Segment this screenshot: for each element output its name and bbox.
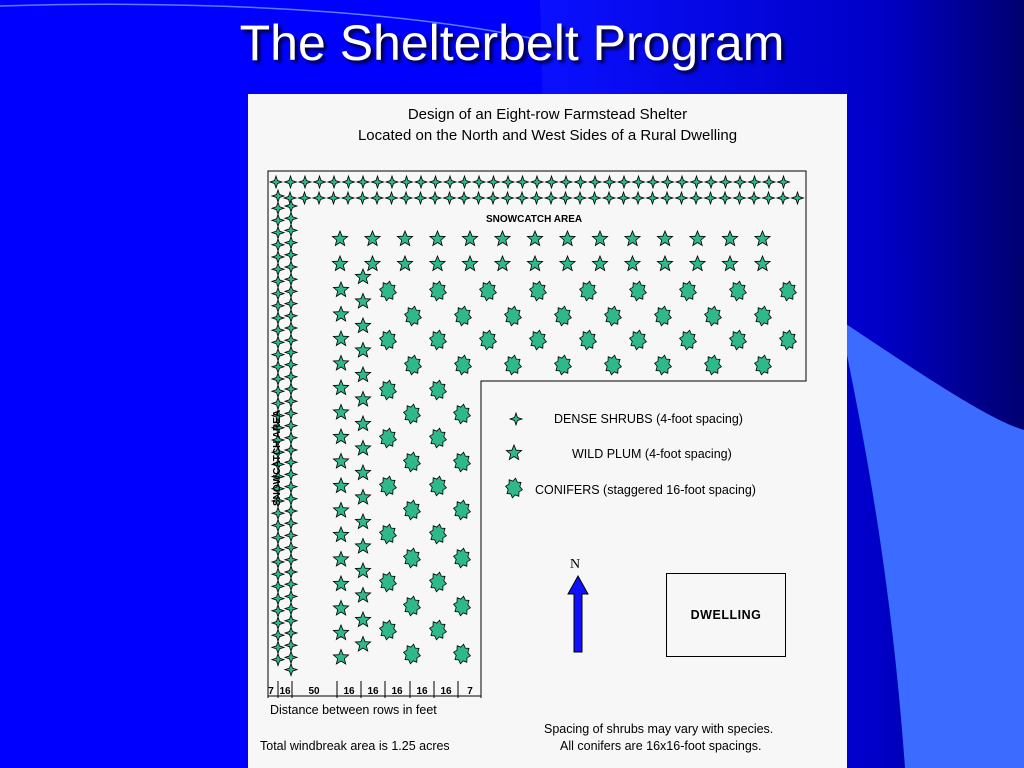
- conifer-icon: [405, 355, 422, 375]
- dense-shrub-icon: [272, 214, 284, 226]
- dense-shrub-icon: [285, 407, 297, 419]
- dense-shrub-icon: [272, 593, 284, 605]
- wild-plum-icon: [355, 416, 370, 431]
- wild-plum-icon: [355, 367, 370, 382]
- conifer-icon: [730, 281, 747, 301]
- dense-shrub-icon: [285, 200, 297, 212]
- conifer-icon: [655, 355, 672, 375]
- conifer-icon: [430, 330, 447, 350]
- dense-shrub-icon: [386, 192, 398, 204]
- dense-shrub-icon: [285, 298, 297, 310]
- conifer-icon: [430, 428, 447, 448]
- dense-shrub-icon: [632, 192, 644, 204]
- dense-shrub-icon: [285, 554, 297, 566]
- conifer-icon: [454, 596, 471, 616]
- wild-plum-icon: [355, 490, 370, 505]
- wild-plum-icon: [365, 231, 380, 246]
- dense-shrub-icon: [719, 192, 731, 204]
- dense-shrub-icon: [386, 176, 398, 188]
- legend-wild-plum-label: WILD PLUM (4-foot spacing): [572, 447, 732, 461]
- dense-shrub-icon: [734, 176, 746, 188]
- wild-plum-icon: [355, 318, 370, 333]
- dense-shrub-icon: [545, 192, 557, 204]
- dense-shrub-icon: [647, 192, 659, 204]
- dense-shrub-icon: [546, 176, 558, 188]
- dense-shrub-icon: [272, 544, 284, 556]
- dense-shrub-icon: [285, 542, 297, 554]
- conifer-icon: [404, 644, 421, 664]
- dense-shrub-icon: [473, 192, 485, 204]
- dense-shrub-icon: [285, 615, 297, 627]
- north-arrow-icon: [568, 576, 588, 652]
- conifer-icon: [555, 355, 572, 375]
- dense-shrub-icon: [763, 192, 775, 204]
- dense-shrub-icon: [285, 273, 297, 285]
- dense-shrub-icon: [285, 224, 297, 236]
- dense-shrub-icon: [357, 176, 369, 188]
- dense-shrub-icon: [272, 629, 284, 641]
- dense-shrub-icon: [272, 190, 284, 202]
- dense-shrub-icon: [272, 361, 284, 373]
- dense-shrub-icon: [734, 192, 746, 204]
- conifer-icon: [505, 355, 522, 375]
- conifer-icon: [506, 478, 523, 498]
- conifer-icon: [455, 306, 472, 326]
- dense-shrub-icon: [328, 176, 340, 188]
- dense-shrub-icon: [272, 568, 284, 580]
- dense-shrub-icon: [299, 176, 311, 188]
- dense-shrub-icon: [691, 176, 703, 188]
- wild-plum-icon: [355, 637, 370, 652]
- dense-shrub-icon: [299, 192, 311, 204]
- wild-plum-icon: [592, 231, 607, 246]
- conifer-icon: [404, 596, 421, 616]
- conifer-icon: [580, 281, 597, 301]
- dense-shrub-icon: [510, 413, 522, 425]
- wild-plum-icon: [722, 256, 737, 271]
- wild-plum-icon: [333, 282, 348, 297]
- conifer-icon: [630, 281, 647, 301]
- wild-plum-icon: [690, 256, 705, 271]
- note-line1: Spacing of shrubs may vary with species.: [544, 722, 774, 736]
- conifer-icon: [680, 281, 697, 301]
- wild-plum-icon: [560, 231, 575, 246]
- conifer-icon: [380, 524, 397, 544]
- conifer-icon: [380, 281, 397, 301]
- dense-shrub-icon: [487, 192, 499, 204]
- conifer-icon: [630, 330, 647, 350]
- conifer-icon: [380, 620, 397, 640]
- dense-shrub-icon: [285, 237, 297, 249]
- row-spacing-label: 7: [268, 686, 274, 697]
- distance-caption: Distance between rows in feet: [270, 703, 437, 717]
- dense-shrub-icon: [285, 249, 297, 261]
- dense-shrub-icon: [444, 192, 456, 204]
- wild-plum-icon: [690, 231, 705, 246]
- conifer-icon: [480, 330, 497, 350]
- dense-shrub-icon: [285, 456, 297, 468]
- dense-shrub-icon: [560, 176, 572, 188]
- wild-plum-icon: [333, 601, 348, 616]
- wild-plum-icon: [355, 539, 370, 554]
- conifer-icon: [380, 380, 397, 400]
- dense-shrub-icon: [575, 176, 587, 188]
- wild-plum-icon: [355, 514, 370, 529]
- dense-shrub-icon: [676, 176, 688, 188]
- dense-shrub-icon: [272, 227, 284, 239]
- wild-plum-icon: [365, 256, 380, 271]
- dense-shrub-icon: [285, 359, 297, 371]
- dense-shrub-icon: [400, 192, 412, 204]
- snowcatch-area-side-label: SNOWCATCH AREA: [272, 409, 283, 506]
- dense-shrub-icon: [272, 288, 284, 300]
- row-spacing-label: 16: [416, 686, 428, 697]
- wild-plum-icon: [527, 231, 542, 246]
- row-spacing-label: 7: [467, 686, 473, 697]
- wild-plum-icon: [355, 465, 370, 480]
- dense-shrub-icon: [285, 529, 297, 541]
- dense-shrub-icon: [285, 517, 297, 529]
- dense-shrub-icon: [705, 176, 717, 188]
- legend-dense-shrubs-label: DENSE SHRUBS (4-foot spacing): [554, 412, 743, 426]
- dense-shrub-icon: [285, 578, 297, 590]
- dense-shrub-icon: [272, 239, 284, 251]
- conifer-icon: [455, 355, 472, 375]
- conifer-icon: [454, 452, 471, 472]
- wild-plum-icon: [592, 256, 607, 271]
- dense-shrub-icon: [272, 263, 284, 275]
- dense-shrub-icon: [285, 432, 297, 444]
- conifer-icon: [404, 452, 421, 472]
- conifer-icon: [380, 572, 397, 592]
- north-label: N: [570, 557, 581, 572]
- dense-shrub-icon: [343, 176, 355, 188]
- wild-plum-icon: [355, 343, 370, 358]
- conifer-icon: [580, 330, 597, 350]
- conifer-icon: [404, 500, 421, 520]
- row-spacing-label: 16: [367, 686, 379, 697]
- dense-shrub-icon: [285, 346, 297, 358]
- dense-shrub-icon: [285, 639, 297, 651]
- dense-shrub-icon: [342, 192, 354, 204]
- dense-shrub-icon: [444, 176, 456, 188]
- wild-plum-icon: [333, 454, 348, 469]
- dense-shrub-icon: [749, 176, 761, 188]
- total-area-text: Total windbreak area is 1.25 acres: [260, 739, 450, 753]
- conifer-icon: [430, 476, 447, 496]
- wild-plum-icon: [332, 231, 347, 246]
- dwelling-box: DWELLING: [666, 573, 786, 657]
- conifer-icon: [404, 548, 421, 568]
- dense-shrub-icon: [272, 641, 284, 653]
- dense-shrub-icon: [502, 192, 514, 204]
- conifer-icon: [505, 306, 522, 326]
- wild-plum-icon: [430, 256, 445, 271]
- dense-shrub-icon: [272, 605, 284, 617]
- conifer-icon: [430, 524, 447, 544]
- conifer-icon: [605, 355, 622, 375]
- dense-shrub-icon: [574, 192, 586, 204]
- wild-plum-icon: [397, 256, 412, 271]
- dense-shrub-icon: [285, 371, 297, 383]
- conifer-icon: [680, 330, 697, 350]
- dense-shrub-icon: [473, 176, 485, 188]
- conifer-icon: [530, 330, 547, 350]
- conifer-icon: [405, 306, 422, 326]
- row-spacing-label: 16: [279, 686, 291, 697]
- dense-shrub-icon: [618, 176, 630, 188]
- dense-shrub-icon: [661, 192, 673, 204]
- dense-shrub-icon: [777, 192, 789, 204]
- row-spacing-label: 16: [391, 686, 403, 697]
- conifer-icon: [454, 548, 471, 568]
- dense-shrub-icon: [285, 468, 297, 480]
- dense-shrub-icon: [763, 176, 775, 188]
- shelterbelt-diagram: [248, 94, 847, 768]
- wild-plum-icon: [355, 441, 370, 456]
- wild-plum-icon: [755, 231, 770, 246]
- wild-plum-icon: [355, 392, 370, 407]
- dense-shrub-icon: [285, 420, 297, 432]
- dense-shrub-icon: [705, 192, 717, 204]
- dense-shrub-icon: [458, 192, 470, 204]
- note-line2: All conifers are 16x16-foot spacings.: [560, 739, 762, 753]
- wild-plum-icon: [462, 256, 477, 271]
- dense-shrub-icon: [313, 192, 325, 204]
- wild-plum-icon: [527, 256, 542, 271]
- dense-shrub-icon: [502, 176, 514, 188]
- conifer-icon: [755, 355, 772, 375]
- conifer-icon: [454, 404, 471, 424]
- wild-plum-icon: [495, 231, 510, 246]
- dense-shrub-icon: [357, 192, 369, 204]
- row-spacing-label: 16: [343, 686, 355, 697]
- dense-shrub-icon: [272, 251, 284, 263]
- conifer-icon: [705, 355, 722, 375]
- dense-shrub-icon: [285, 322, 297, 334]
- wild-plum-icon: [333, 650, 348, 665]
- dense-shrub-icon: [285, 285, 297, 297]
- dense-shrub-icon: [285, 590, 297, 602]
- dense-shrub-icon: [272, 519, 284, 531]
- dense-shrub-icon: [285, 505, 297, 517]
- dense-shrub-icon: [589, 176, 601, 188]
- dense-shrub-icon: [272, 507, 284, 519]
- dense-shrub-icon: [748, 192, 760, 204]
- conifer-icon: [430, 380, 447, 400]
- dense-shrub-icon: [488, 176, 500, 188]
- dense-shrub-icon: [603, 192, 615, 204]
- conifer-icon: [780, 281, 797, 301]
- dense-shrub-icon: [285, 395, 297, 407]
- wild-plum-icon: [430, 231, 445, 246]
- dense-shrub-icon: [285, 664, 297, 676]
- dense-shrub-icon: [285, 261, 297, 273]
- wild-plum-icon: [333, 576, 348, 591]
- dense-shrub-icon: [415, 176, 427, 188]
- wild-plum-icon: [355, 588, 370, 603]
- conifer-icon: [454, 500, 471, 520]
- dense-shrub-icon: [285, 212, 297, 224]
- legend-conifers-label: CONIFERS (staggered 16-foot spacing): [535, 483, 756, 497]
- dense-shrub-icon: [285, 481, 297, 493]
- dense-shrub-icon: [429, 192, 441, 204]
- wild-plum-icon: [355, 612, 370, 627]
- wild-plum-icon: [333, 625, 348, 640]
- wild-plum-icon: [333, 478, 348, 493]
- dense-shrub-icon: [604, 176, 616, 188]
- dense-shrub-icon: [778, 176, 790, 188]
- dense-shrub-icon: [272, 336, 284, 348]
- conifer-icon: [530, 281, 547, 301]
- dense-shrub-icon: [285, 383, 297, 395]
- dense-shrub-icon: [285, 651, 297, 663]
- dense-shrub-icon: [560, 192, 572, 204]
- wild-plum-icon: [333, 331, 348, 346]
- dense-shrub-icon: [328, 192, 340, 204]
- dense-shrub-icon: [272, 312, 284, 324]
- dense-shrub-icon: [270, 176, 282, 188]
- dense-shrub-icon: [272, 580, 284, 592]
- dense-shrub-icon: [647, 176, 659, 188]
- wild-plum-icon: [355, 269, 370, 284]
- dense-shrub-icon: [662, 176, 674, 188]
- wild-plum-icon: [462, 231, 477, 246]
- diagram-title-line2: Located on the North and West Sides of a Rural Dwelling: [357, 127, 738, 144]
- wild-plum-icon: [506, 445, 521, 460]
- dense-shrub-icon: [285, 603, 297, 615]
- wild-plum-icon: [755, 256, 770, 271]
- dense-shrub-icon: [720, 176, 732, 188]
- dense-shrub-icon: [690, 192, 702, 204]
- wild-plum-icon: [333, 405, 348, 420]
- conifer-icon: [730, 330, 747, 350]
- conifer-icon: [605, 306, 622, 326]
- dense-shrub-icon: [285, 493, 297, 505]
- dense-shrub-icon: [272, 202, 284, 214]
- wild-plum-icon: [333, 380, 348, 395]
- wild-plum-icon: [355, 563, 370, 578]
- conifer-icon: [380, 330, 397, 350]
- dense-shrub-icon: [272, 654, 284, 666]
- wild-plum-icon: [333, 527, 348, 542]
- wild-plum-icon: [625, 256, 640, 271]
- conifer-icon: [555, 306, 572, 326]
- dense-shrub-icon: [285, 444, 297, 456]
- dense-shrub-icon: [272, 532, 284, 544]
- slide-title: The Shelterbelt Program: [239, 15, 785, 71]
- dense-shrub-icon: [459, 176, 471, 188]
- dense-shrub-icon: [401, 176, 413, 188]
- dense-shrub-icon: [285, 627, 297, 639]
- dense-shrub-icon: [272, 300, 284, 312]
- row-spacing-label: 50: [308, 686, 320, 697]
- dense-shrub-icon: [371, 192, 383, 204]
- conifer-icon: [404, 404, 421, 424]
- wild-plum-icon: [625, 231, 640, 246]
- dense-shrub-icon: [531, 176, 543, 188]
- conifer-icon: [380, 476, 397, 496]
- dense-shrub-icon: [272, 275, 284, 287]
- snowcatch-area-top-label: SNOWCATCH AREA: [486, 214, 583, 225]
- dense-shrub-icon: [517, 176, 529, 188]
- wild-plum-icon: [495, 256, 510, 271]
- diagram-title-line1: Design of an Eight-row Farmstead Shelter: [407, 106, 688, 123]
- dense-shrub-icon: [285, 566, 297, 578]
- dense-shrub-icon: [792, 192, 804, 204]
- wild-plum-icon: [355, 294, 370, 309]
- wild-plum-icon: [657, 256, 672, 271]
- dense-shrub-icon: [272, 349, 284, 361]
- dense-shrub-icon: [516, 192, 528, 204]
- shelterbelt-plan: [248, 94, 847, 768]
- row-spacing-label: 16: [440, 686, 452, 697]
- dense-shrub-icon: [415, 192, 427, 204]
- wild-plum-icon: [333, 503, 348, 518]
- dense-shrub-icon: [589, 192, 601, 204]
- dense-shrub-icon: [285, 310, 297, 322]
- conifer-icon: [380, 428, 397, 448]
- dense-shrub-icon: [676, 192, 688, 204]
- wild-plum-icon: [333, 429, 348, 444]
- conifer-icon: [780, 330, 797, 350]
- dense-shrub-icon: [314, 176, 326, 188]
- wild-plum-icon: [332, 256, 347, 271]
- dense-shrub-icon: [531, 192, 543, 204]
- conifer-icon: [655, 306, 672, 326]
- dense-shrub-icon: [372, 176, 384, 188]
- dense-shrub-icon: [285, 334, 297, 346]
- dense-shrub-icon: [272, 617, 284, 629]
- wild-plum-icon: [722, 231, 737, 246]
- wild-plum-icon: [333, 307, 348, 322]
- conifer-icon: [480, 281, 497, 301]
- dense-shrub-icon: [272, 373, 284, 385]
- dense-shrub-icon: [633, 176, 645, 188]
- dense-shrub-icon: [618, 192, 630, 204]
- dense-shrub-icon: [285, 176, 297, 188]
- wild-plum-icon: [333, 552, 348, 567]
- conifer-icon: [705, 306, 722, 326]
- conifer-icon: [755, 306, 772, 326]
- conifer-icon: [430, 281, 447, 301]
- conifer-icon: [430, 620, 447, 640]
- wild-plum-icon: [560, 256, 575, 271]
- dense-shrub-icon: [272, 556, 284, 568]
- conifer-icon: [454, 644, 471, 664]
- wild-plum-icon: [333, 356, 348, 371]
- dense-shrub-icon: [430, 176, 442, 188]
- conifer-icon: [430, 572, 447, 592]
- wild-plum-icon: [397, 231, 412, 246]
- wild-plum-icon: [657, 231, 672, 246]
- dense-shrub-icon: [272, 324, 284, 336]
